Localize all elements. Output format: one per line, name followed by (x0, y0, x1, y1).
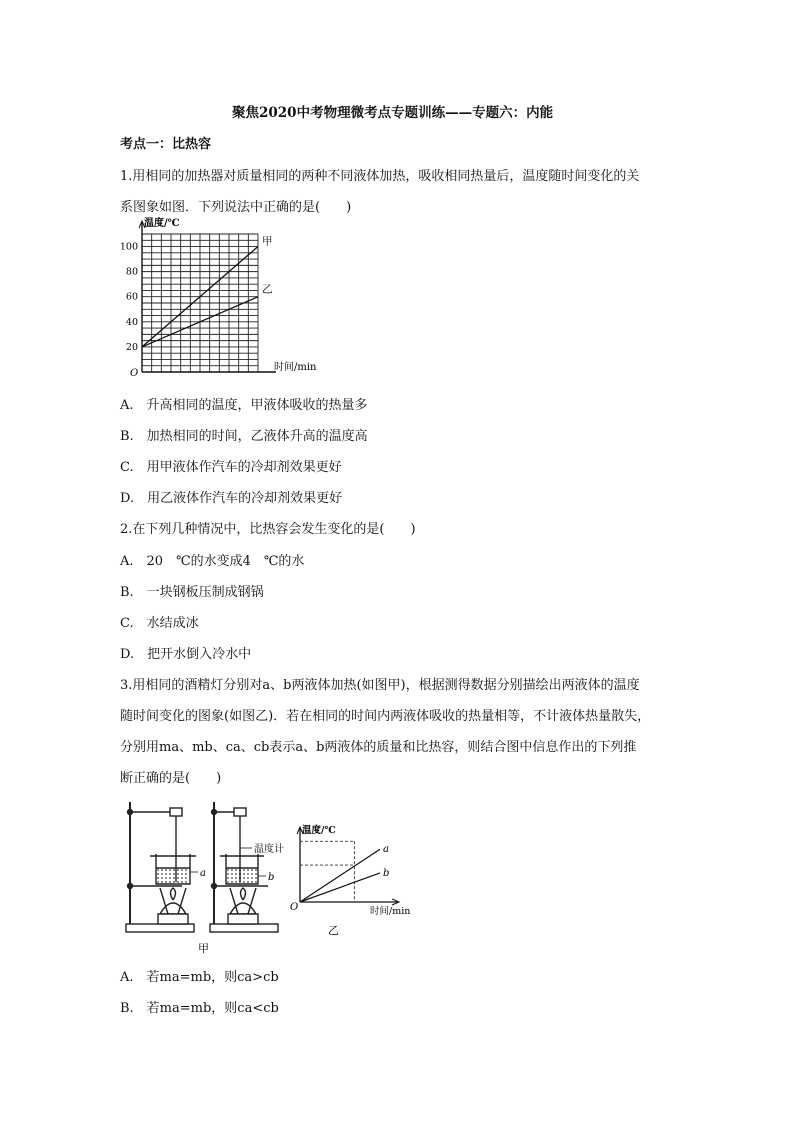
y-tick-label: 80 (125, 266, 138, 278)
question-2-option-d: D. 把开水倒入冷水中 (120, 647, 252, 662)
question-2-line-1: 2.在下列几种情况中，比热容会发生变化的是( ) (120, 522, 416, 537)
x-axis-label: 时间/min (370, 906, 411, 917)
question-2-option-a: A. 20 ℃的水变成4 ℃的水 (120, 554, 305, 569)
series-label-b: b (383, 867, 390, 879)
series-label-1: 甲 (262, 235, 273, 248)
x-axis-label: 时间/min (274, 362, 317, 373)
y-tick-label: 40 (125, 316, 138, 328)
question-1-option-c: C. 用甲液体作汽车的冷却剂效果更好 (120, 460, 342, 475)
origin-label: O (130, 368, 139, 379)
question-2-option-b: B. 一块钢板压制成钢锅 (120, 585, 264, 600)
series-line-b (300, 873, 380, 902)
y-axis-label: 温度/℃ (144, 218, 180, 229)
stand-a (126, 802, 196, 932)
stand-b (210, 802, 278, 932)
liquid-b-label: b (268, 872, 275, 883)
question-1-option-b: B. 加热相同的时间，乙液体升高的温度高 (120, 429, 368, 444)
y-tick-label: 60 (125, 291, 138, 303)
y-tick-label: 100 (119, 241, 138, 253)
series-line-a (300, 849, 380, 902)
y-axis-label: 温度/℃ (302, 825, 336, 836)
question-3-option-a: A. 若ma=mb，则ca>cb (120, 970, 279, 985)
question-3-line-1: 3.用相同的酒精灯分别对a、b两液体加热(如图甲)，根据测得数据分别描绘出两液体的温度 (120, 678, 640, 693)
question-2-option-c: C. 水结成冰 (120, 616, 199, 631)
question-1-line-2: 系图象如图．下列说法中正确的是( ) (120, 200, 352, 215)
temperature-time-chart-2 (286, 820, 416, 938)
thermometer-label: 温度计 (254, 844, 284, 855)
question-3-option-b: B. 若ma=mb，则ca<cb (120, 1001, 279, 1016)
heating-apparatus-figure (118, 796, 298, 956)
question-3-line-3: 分别用ma、mb、ca、cb表示a、b两液体的质量和比热容，则结合图中信息作出的下列推 (120, 740, 637, 755)
page-title: 聚焦2020中考物理微考点专题训练——专题六：内能 (232, 105, 554, 121)
chart-caption: 乙 (328, 924, 339, 937)
question-1-option-d: D. 用乙液体作汽车的冷却剂效果更好 (120, 491, 343, 506)
temperature-time-chart-1 (112, 218, 317, 382)
origin-label: O (290, 902, 299, 913)
section-heading: 考点一：比热容 (120, 137, 212, 152)
question-1-line-1: 1.用相同的加热器对质量相同的两种不同液体加热，吸收相同热量后，温度随时间变化的关 (120, 169, 640, 184)
series-label-2: 乙 (262, 283, 273, 296)
question-3-line-2: 随时间变化的图象(如图乙)．若在相同的时间内两液体吸收的热量相等，不计液体热量散失， (120, 709, 651, 724)
y-tick-label: 20 (125, 341, 138, 353)
liquid-a-label: a (200, 868, 206, 879)
question-1-option-a: A. 升高相同的温度，甲液体吸收的热量多 (120, 398, 368, 413)
figure-caption-jia: 甲 (198, 942, 209, 955)
question-3-line-4: 断正确的是( ) (120, 771, 222, 786)
series-label-a: a (383, 844, 389, 856)
